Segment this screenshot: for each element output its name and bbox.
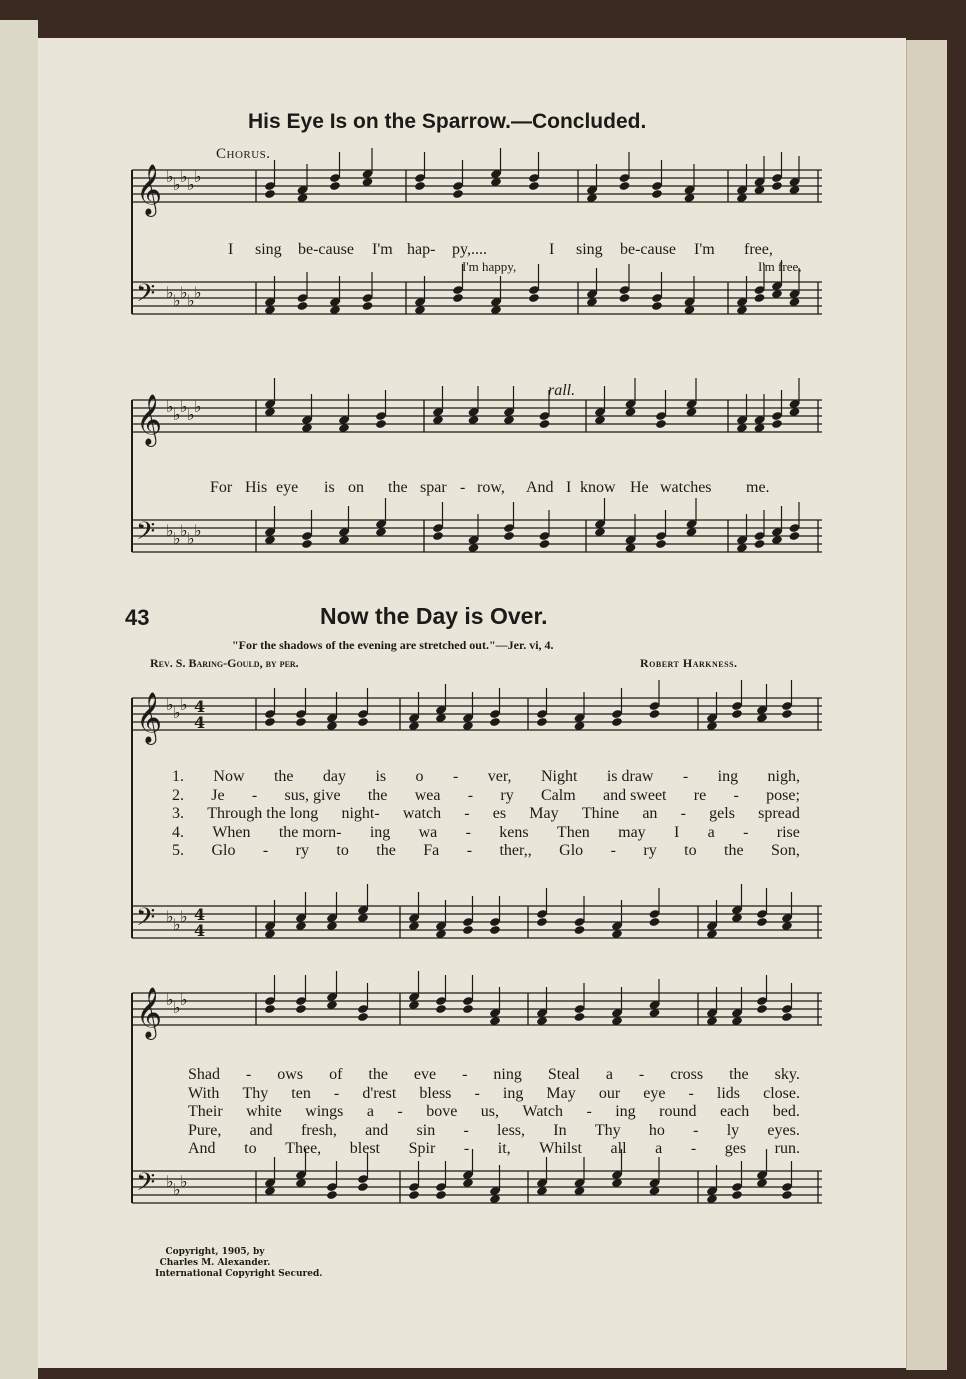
s4-bass-note — [781, 1190, 793, 1200]
verse-word: eyes. — [767, 1121, 800, 1139]
s2-treble-key-flat: ♭ — [166, 397, 174, 416]
lyric-py: py,.... — [452, 241, 487, 258]
verse-word: round — [659, 1103, 697, 1120]
verse-word: sin — [416, 1121, 436, 1139]
s1-bass-note — [362, 301, 374, 311]
hymn-composer: Robert Harkness. — [640, 656, 738, 670]
s3-treble-key-flat: ♭ — [166, 695, 174, 714]
s1-treble-note — [264, 189, 276, 199]
verse-word: and — [365, 1121, 389, 1139]
verse-word: run. — [774, 1140, 800, 1157]
verse-word: ning — [493, 1066, 522, 1083]
verse-word: it, — [497, 1140, 511, 1157]
verse-word: ho — [648, 1121, 665, 1139]
verse-word: spread — [758, 805, 800, 822]
s3-treble-note — [295, 717, 307, 727]
s1-bass-note — [754, 293, 766, 303]
verse-word: the — [368, 1066, 388, 1083]
verse-word: Je — [211, 786, 225, 804]
verse-word: wa — [418, 823, 438, 841]
verse-word: Whilst — [539, 1140, 582, 1157]
verse-word: ing — [717, 768, 739, 785]
verse-word: to — [684, 842, 697, 859]
lyric-know: know — [580, 479, 616, 496]
verse-word: And — [188, 1140, 216, 1157]
s4-treble-note — [357, 1012, 369, 1022]
s4-treble-key-flat: ♭ — [180, 990, 188, 1009]
s3-treble-note — [611, 717, 623, 727]
s2-treble-key-flat: ♭ — [187, 405, 195, 424]
s3-time-signature: 4 — [194, 905, 206, 924]
verse-line — [188, 1122, 800, 1140]
verse-word: cross — [670, 1066, 704, 1083]
copyright-notice — [155, 1247, 323, 1280]
s1-bass-note — [452, 293, 464, 303]
lyric-because: be-cause — [298, 241, 354, 258]
verse-word: - — [452, 768, 459, 785]
s2-treble-note — [655, 419, 667, 429]
verse-word: white — [246, 1103, 282, 1120]
verse-word: a — [605, 1066, 613, 1083]
s3-bass-note — [536, 917, 548, 927]
verse-word: Calm — [541, 786, 576, 804]
verse-word: 4. — [172, 823, 184, 841]
s1-bass-key-flat: ♭ — [166, 283, 174, 302]
verse-word: 1. — [172, 768, 184, 785]
verse-word: the — [273, 768, 294, 785]
verse-word: eye — [643, 1084, 666, 1102]
s3-treble-note — [357, 717, 369, 727]
verse-line — [188, 1140, 800, 1158]
verse-word: night- — [341, 805, 380, 822]
verse-word: nigh, — [767, 768, 800, 785]
verse-word: blest — [349, 1140, 380, 1157]
s2-bass-note — [503, 531, 515, 541]
verse-line — [188, 1103, 800, 1121]
hymn-author: Rev. S. Baring-Gould, by per. — [150, 656, 299, 670]
s2-bass-note — [301, 539, 313, 549]
s1-treble-note — [619, 181, 631, 191]
lyric-sing2: sing — [576, 241, 603, 258]
s2-treble-key-flat: ♭ — [180, 397, 188, 416]
lyric-is: is — [324, 479, 335, 496]
s3-treble-note — [536, 717, 548, 727]
hymn-epigraph: "For the shadows of the evening are stretched out."—Jer. vi, 4. — [232, 638, 554, 652]
verse-word: sky. — [774, 1066, 800, 1083]
verse-word: is — [375, 768, 387, 785]
verse-word: - — [262, 842, 269, 859]
s3-bass-key-flat: ♭ — [173, 915, 181, 934]
rall-marking: rall. — [548, 382, 576, 399]
left-page-edge — [0, 20, 38, 1379]
verse-word: an — [642, 805, 658, 822]
verse-line — [188, 1085, 800, 1103]
lyric-for: For — [210, 479, 233, 496]
verse-word: Their — [188, 1103, 223, 1120]
s1-treble-key-flat: ♭ — [180, 167, 188, 186]
s4-bass-key-flat: ♭ — [180, 1172, 188, 1191]
copyright-line-3: International Copyright Secured. — [155, 1269, 323, 1279]
s2-bass-key-flat: ♭ — [180, 521, 188, 540]
verse-word: - — [638, 1066, 645, 1083]
lyric-im: I'm — [372, 241, 393, 258]
s1-bass-key-flat: ♭ — [187, 291, 195, 310]
s4-treble-note — [264, 1004, 276, 1014]
verse-word: Pure, — [188, 1121, 222, 1139]
s1-treble-note — [528, 181, 540, 191]
verse-word: When — [212, 823, 251, 841]
verse-word: bove — [426, 1103, 458, 1120]
chorus-label: Chorus. — [216, 146, 271, 162]
verse-word: o — [415, 768, 424, 785]
s2-bass-note — [432, 531, 444, 541]
s4-treble-note — [574, 1012, 586, 1022]
verse-word: May — [546, 1084, 576, 1102]
verse-word: ows — [277, 1066, 304, 1083]
lyric-he: He — [630, 479, 649, 496]
verse-word: - — [397, 1103, 403, 1120]
verse-word: each — [719, 1103, 750, 1120]
lyric-me: me. — [746, 479, 770, 496]
verse-word: sus, give — [284, 786, 341, 804]
s3-treble-note — [264, 717, 276, 727]
verse-word: - — [690, 1140, 697, 1157]
verse-word: ing — [502, 1084, 524, 1102]
lyric-free: free, — [744, 241, 773, 258]
s3-treble-note — [781, 709, 793, 719]
s1-bass-key-flat: ♭ — [173, 291, 181, 310]
s4-treble-note — [756, 1004, 768, 1014]
verse-word: - — [463, 1121, 469, 1139]
s3-treble-note — [489, 717, 501, 727]
s1-bass-key-flat: ♭ — [194, 283, 202, 302]
verse-word: and sweet — [602, 786, 667, 804]
verse-word: - — [474, 1084, 480, 1102]
verse-word: - — [680, 805, 686, 822]
s3-bass-key-flat: ♭ — [180, 907, 188, 926]
verse-word: to — [244, 1140, 257, 1157]
verse-word: wea — [414, 786, 441, 804]
verse-word: - — [463, 1140, 470, 1157]
s3-bass-note — [756, 917, 768, 927]
verse-word: ver, — [487, 768, 512, 785]
verse-word: ing — [615, 1103, 636, 1120]
verse-word: - — [251, 786, 258, 804]
s3-time-signature: 4 — [194, 713, 206, 732]
verse-word: lids — [716, 1084, 741, 1102]
s2-treble-key-flat: ♭ — [173, 405, 181, 424]
verse-word: 5. — [172, 842, 184, 859]
s1-treble-note — [771, 181, 783, 191]
s3-treble-clef-icon: 𝄞 — [136, 692, 163, 743]
s3-bass-note — [574, 925, 586, 935]
s4-treble-key-flat: ♭ — [173, 998, 181, 1017]
verse-word: a — [707, 823, 715, 841]
verse-word: With — [188, 1084, 220, 1102]
verse-word: gels — [709, 805, 735, 822]
s2-bass-note — [789, 531, 801, 541]
s3-treble-note — [731, 709, 743, 719]
verse-word: the morn- — [278, 823, 342, 841]
lyric-alt-im-happy: I'm happy, — [462, 259, 517, 274]
lyric-i3: I — [566, 479, 572, 496]
verse-word: watch — [402, 805, 442, 822]
lyric-hyphen: - — [460, 479, 466, 496]
lyric-hap: hap- — [407, 241, 436, 258]
s3-bass-note — [462, 925, 474, 935]
s1-bass-note — [528, 293, 540, 303]
verse-word: - — [586, 1103, 592, 1120]
verse-word: - — [682, 768, 689, 785]
verse-word: ly — [726, 1121, 740, 1139]
verse-word: Watch — [522, 1103, 563, 1120]
s1-treble-note — [452, 189, 464, 199]
s1-bass-note — [619, 293, 631, 303]
verse-word: ry — [295, 842, 309, 859]
s3-treble-note — [649, 709, 661, 719]
verse-word: - — [466, 842, 473, 859]
s4-bass-note — [435, 1190, 447, 1200]
s4-treble-key-flat: ♭ — [166, 990, 174, 1009]
verse-word: a — [655, 1140, 663, 1157]
s4-treble-note — [462, 1004, 474, 1014]
verse-word: may — [618, 823, 646, 841]
verse-word: - — [610, 842, 616, 859]
verse-word: all — [610, 1140, 627, 1157]
verse-word: Glo — [559, 842, 584, 859]
verse-word: 2. — [172, 786, 184, 804]
s4-bass-note — [326, 1190, 338, 1200]
verse-word: the — [724, 842, 744, 859]
s3-treble-key-flat: ♭ — [180, 695, 188, 714]
s1-treble-note — [329, 181, 341, 191]
lyric-i2: I — [549, 241, 555, 258]
s2-treble-key-flat: ♭ — [194, 397, 202, 416]
lyric-im2: I'm — [694, 241, 715, 258]
verse-word: re — [693, 786, 707, 804]
verse-word: eve — [413, 1066, 437, 1083]
verse-word: Then — [556, 823, 590, 841]
verse-word: ther,, — [499, 842, 532, 859]
verse-word: the — [367, 786, 388, 804]
s1-bass-clef-icon: 𝄢 — [136, 279, 156, 314]
page-stack-edge — [906, 40, 947, 1370]
s2-treble-note — [771, 419, 783, 429]
s3-bass-note — [489, 925, 501, 935]
verse-word: - — [467, 786, 474, 804]
verse-word: ry — [643, 842, 657, 859]
verse-word: Now — [213, 768, 245, 785]
s3-treble-key-flat: ♭ — [173, 703, 181, 722]
verse-word: wings — [305, 1103, 344, 1120]
s1-treble-key-flat: ♭ — [166, 167, 174, 186]
s1-bass-note — [297, 301, 309, 311]
verse-word: our — [598, 1084, 621, 1102]
s2-treble-clef-icon: 𝄞 — [136, 394, 163, 445]
s2-treble-note — [375, 419, 387, 429]
s2-bass-key-flat: ♭ — [173, 529, 181, 548]
verse-word: bed. — [772, 1103, 800, 1120]
verse-word: - — [333, 1084, 340, 1102]
s3-bass-clef-icon: 𝄢 — [136, 903, 156, 938]
verse-word: less, — [497, 1121, 526, 1139]
s1-bass-note — [651, 301, 663, 311]
verse-word: I — [674, 823, 680, 841]
verse-word: In — [553, 1121, 567, 1139]
verse-word: Glo — [211, 842, 236, 859]
verse-word: - — [245, 1066, 252, 1083]
s3-time-signature: 4 — [194, 921, 206, 940]
s4-treble-clef-icon: 𝄞 — [136, 987, 163, 1038]
verse-line — [172, 824, 800, 842]
verse-word: kens — [499, 823, 529, 841]
verse-word: Night — [540, 768, 578, 785]
verse-word: Shad — [188, 1066, 220, 1083]
s3-bass-key-flat: ♭ — [166, 907, 174, 926]
verse-word: 3. — [172, 805, 184, 822]
lyric-because2: be-cause — [620, 241, 676, 258]
s2-bass-clef-icon: 𝄢 — [136, 517, 156, 552]
verse-word: Thine — [581, 805, 620, 822]
hymn-title: Now the Day is Over. — [320, 603, 548, 629]
verse-word: Fa — [423, 842, 440, 859]
s4-treble-note — [435, 1004, 447, 1014]
s1-treble-note — [414, 181, 426, 191]
lyric-row: row, — [477, 479, 505, 496]
lyric-alt-im-free: I'm free, — [758, 259, 802, 274]
verse-line — [172, 787, 800, 805]
verse-word: - — [462, 1066, 468, 1083]
s4-bass-key-flat: ♭ — [173, 1180, 181, 1199]
verse-line — [172, 768, 800, 786]
verse-word: - — [688, 1084, 694, 1102]
s2-bass-key-flat: ♭ — [166, 521, 174, 540]
s3-bass-note — [649, 917, 661, 927]
s1-treble-key-flat: ♭ — [187, 175, 195, 194]
s1-treble-note — [651, 189, 663, 199]
verse-word: Steal — [547, 1066, 580, 1083]
lyric-i: I — [228, 241, 234, 258]
verse-word: the — [729, 1066, 749, 1083]
verse-word: close. — [763, 1084, 800, 1102]
verse-word: pose; — [766, 786, 800, 804]
s3-time-signature: 4 — [194, 697, 206, 716]
lyric-eye: eye — [276, 479, 299, 496]
verse-word: - — [693, 1121, 699, 1139]
verse-word: fresh, — [300, 1121, 337, 1139]
s2-bass-key-flat: ♭ — [194, 521, 202, 540]
verse-word: bless — [419, 1084, 452, 1102]
s4-bass-key-flat: ♭ — [166, 1172, 174, 1191]
lyric-sing: sing — [255, 241, 282, 258]
verse-word: Thee, — [285, 1140, 322, 1157]
s1-treble-clef-icon: 𝄞 — [136, 164, 163, 215]
verse-word: d'rest — [362, 1084, 397, 1102]
verse-word: us, — [480, 1103, 500, 1120]
verse-word: rise — [776, 823, 800, 841]
s2-bass-key-flat: ♭ — [187, 529, 195, 548]
verse-word: ry — [500, 786, 514, 804]
verse-word: ten — [291, 1084, 311, 1102]
verse-word: Spir — [408, 1140, 436, 1157]
s1-treble-key-flat: ♭ — [194, 167, 202, 186]
verse-word: ges — [724, 1140, 747, 1157]
s4-treble-note — [295, 1004, 307, 1014]
copyright-line-2: Charles M. Alexander. — [159, 1258, 271, 1268]
s1-treble-key-flat: ♭ — [173, 175, 181, 194]
verse-word: Thy — [242, 1084, 269, 1102]
verse-word: to — [336, 842, 349, 859]
lyric-spar: spar — [420, 479, 447, 496]
verse-word: is draw — [606, 768, 654, 785]
s2-bass-note — [754, 539, 766, 549]
verse-word: ing — [369, 823, 391, 841]
verse-word: Thy — [594, 1121, 621, 1139]
s4-bass-note — [408, 1190, 420, 1200]
lyric-watches: watches — [660, 479, 712, 496]
verse-word: Through the long — [207, 805, 319, 822]
verse-line — [172, 842, 800, 860]
hymn-number: 43 — [125, 605, 150, 630]
verse-word: - — [743, 823, 749, 841]
hymn-title-concluded: His Eye Is on the Sparrow.—Concluded. — [248, 110, 647, 133]
s2-bass-note — [539, 539, 551, 549]
verse-word: es — [492, 805, 507, 822]
verse-line — [188, 1066, 800, 1084]
s1-bass-key-flat: ♭ — [180, 283, 188, 302]
verse-word: and — [249, 1121, 273, 1139]
lyric-and: And — [526, 479, 554, 496]
lyric-on: on — [348, 479, 364, 496]
verse-word: May — [529, 805, 559, 822]
verse-word: of — [329, 1066, 343, 1083]
s2-bass-note — [655, 539, 667, 549]
verse-word: the — [376, 842, 396, 859]
s4-bass-note — [357, 1182, 369, 1192]
s2-treble-note — [539, 419, 551, 429]
verse-word: - — [733, 786, 739, 804]
lyric-his: His — [245, 479, 268, 496]
s4-bass-note — [731, 1190, 743, 1200]
verse-word: Son, — [771, 842, 800, 859]
s4-bass-clef-icon: 𝄢 — [136, 1168, 156, 1203]
verse-word: - — [464, 805, 470, 822]
verse-line — [172, 805, 800, 823]
verse-word: a — [366, 1103, 374, 1120]
verse-word: - — [465, 823, 471, 841]
verse-word: day — [322, 768, 347, 785]
copyright-line-1: Copyright, 1905, by — [165, 1247, 265, 1257]
s4-treble-note — [781, 1012, 793, 1022]
lyric-the: the — [388, 479, 408, 496]
